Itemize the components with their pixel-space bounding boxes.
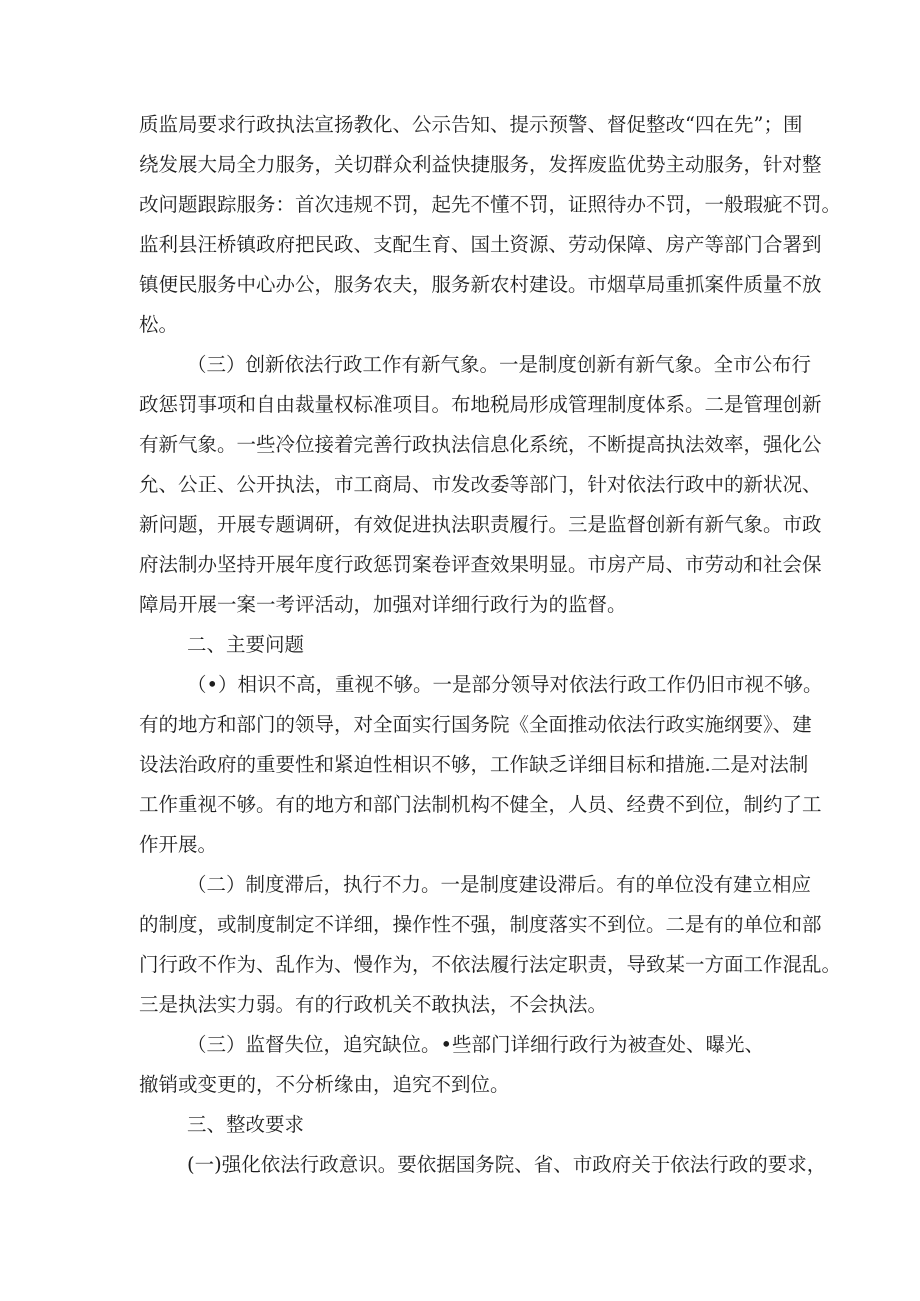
paragraph-heading: （二）制度滞后，执行不力。一是制度建设滞后。有的单位没有建立相应 xyxy=(187,873,812,896)
text-line: 门行政不作为、乱作为、慢作为，不依法履行法定职责，导致某一方面工作混乱。 xyxy=(139,953,842,976)
text-line: 政惩罚事项和自由裁量权标准项目。布地税局形成管理制度体系。二是管理创新 xyxy=(139,393,822,416)
text-line: 新问题，开展专题调研，有效促进执法职责履行。三是监督创新有新气象。市政 xyxy=(139,513,822,536)
paragraph-heading: （三）创新依法行政工作有新气象。一是制度创新有新气象。全市公布行 xyxy=(187,353,812,376)
section-heading: 三、整改要求 xyxy=(187,1113,305,1136)
text-line: 府法制办坚持开展年度行政惩罚案卷评查效果明显。市房产局、市劳动和社会保 xyxy=(139,553,822,576)
text-line: 障局开展一案一考评活动，加强对详细行政行为的监督。 xyxy=(139,593,627,616)
text-line: 有新气象。一些冷位接着完善行政执法信息化系统，不断提高执法效率，强化公 xyxy=(139,433,822,456)
text-line: 的制度，或制度制定不详细，操作性不强，制度落实不到位。二是有的单位和部 xyxy=(139,913,822,936)
text-line: 改问题跟踪服务：首次违规不罚，起先不懂不罚，证照待办不罚，一般瑕疵不罚。 xyxy=(139,193,842,216)
paragraph-heading: （三）监督失位，追究缺位。•些部门详细行政行为被查处、曝光、 xyxy=(187,1033,765,1056)
text-line: 撤销或变更的，不分析缘由，追究不到位。 xyxy=(139,1073,510,1096)
paragraph-heading: （•）相识不高，重视不够。一是部分领导对依法行政工作仍旧市视不够。 xyxy=(187,673,823,696)
text-line: 三是执法实力弱。有的行政机关不敢执法，不会执法。 xyxy=(139,993,608,1016)
text-line: 允、公正、公开执法，市工商局、市发改委等部门，针对依法行政中的新状况、 xyxy=(139,473,822,496)
text-line: 质监局要求行政执法宣扬教化、公示告知、提示预警、督促整改“四在先”；围 xyxy=(139,113,803,136)
text-line: 松。 xyxy=(139,313,179,336)
section-heading: 二、主要问题 xyxy=(187,633,305,656)
text-line: 有的地方和部门的领导，对全面实行国务院《全面推动依法行政实施纲要》、建 xyxy=(139,713,812,736)
text-line: 作开展。 xyxy=(139,833,218,856)
text-line: 绕发展大局全力服务，关切群众利益快捷服务，发挥废监优势主动服务，针对整 xyxy=(139,153,822,176)
text-line: 设法治政府的重要性和紧迫性相识不够，工作缺乏详细目标和措施.二是对法制 xyxy=(139,753,809,776)
text-line: 镇便民服务中心办公，服务农夫，服务新农村建设。市烟草局重抓案件质量不放 xyxy=(139,273,822,296)
paragraph-heading: (一)强化依法行政意识。要依据国务院、省、市政府关于依法行政的要求， xyxy=(187,1153,827,1176)
text-line: 监利县汪桥镇政府把民政、支配生育、国土资源、劳动保障、房产等部门合署到 xyxy=(139,233,822,256)
text-line: 工作重视不够。有的地方和部门法制机构不健全，人员、经费不到位，制约了工 xyxy=(139,793,822,816)
